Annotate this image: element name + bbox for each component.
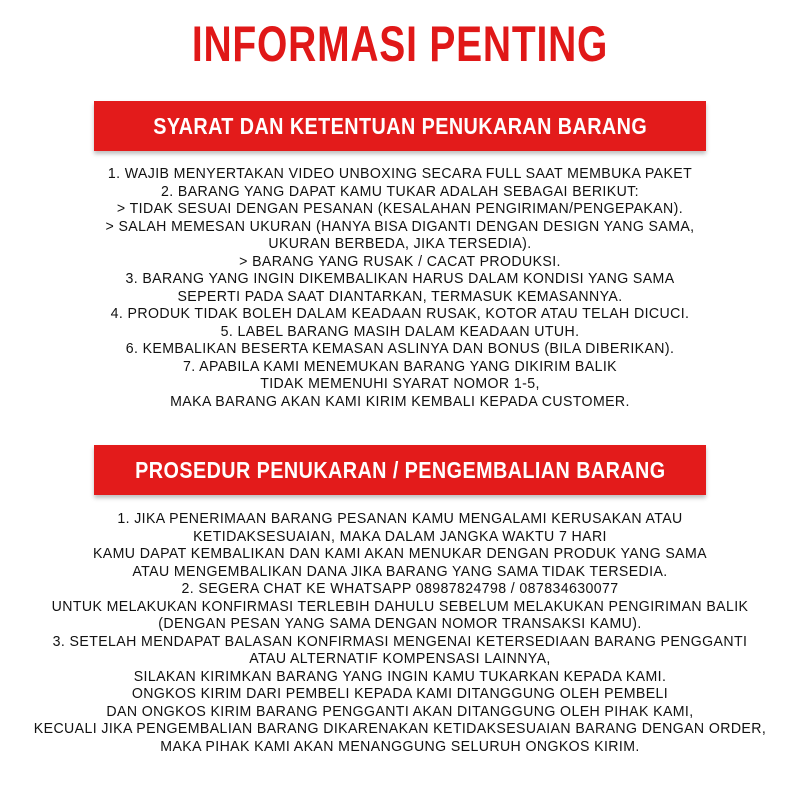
terms-line: > SALAH MEMESAN UKURAN (HANYA BISA DIGANTI DENGAN DESIGN YANG SAMA, [105, 218, 695, 235]
terms-line: > BARANG YANG RUSAK / CACAT PRODUKSI. [239, 253, 561, 270]
section-heading-procedure-label: PROSEDUR PENUKARAN / PENGEMBALIAN BARANG [134, 456, 666, 483]
procedure-line: KAMU DAPAT KEMBALIKAN DAN KAMI AKAN MENUKAR DENGAN PRODUK YANG SAMA [92, 546, 708, 562]
procedure-line: 2. SEGERA CHAT KE WHATSAPP 08987824798 / 087834630077 [181, 581, 619, 597]
procedure-line: KETIDAKSESUAIAN, MAKA DALAM JANGKA WAKTU 7 HARI [193, 528, 607, 545]
procedure-line: UNTUK MELAKUKAN KONFIRMASI TERLEBIH DAHULU SEBELUM MELAKUKAN PENGIRIMAN BALIK [51, 598, 749, 615]
procedure-line: ONGKOS KIRIM DARI PEMBELI KEPADA KAMI DITANGGUNG OLEH PEMBELI [131, 686, 669, 702]
terms-line: 2. BARANG YANG DAPAT KAMU TUKAR ADALAH SEBAGAI BERIKUT: [161, 183, 639, 200]
procedure-line: ATAU MENGEMBALIKAN DANA JIKA BARANG YANG SAMA TIDAK TERSEDIA. [132, 563, 668, 580]
terms-line: 1. WAJIB MENYERTAKAN VIDEO UNBOXING SECARA FULL SAAT MEMBUKA PAKET [107, 166, 693, 182]
terms-line: 5. LABEL BARANG MASIH DALAM KEADAAN UTUH. [220, 323, 580, 340]
terms-line: SEPERTI PADA SAAT DIANTARKAN, TERMASUK KEMASANNYA. [177, 288, 623, 305]
terms-line: 4. PRODUK TIDAK BOLEH DALAM KEADAAN RUSAK, KOTOR ATAU TELAH DICUCI. [110, 306, 690, 322]
procedure-text-block [0, 511, 800, 756]
section-heading-terms-label: SYARAT DAN KETENTUAN PENUKARAN BARANG [153, 112, 647, 139]
terms-line: 3. BARANG YANG INGIN DIKEMBALIKAN HARUS DALAM KONDISI YANG SAMA [125, 271, 675, 287]
page-title: INFORMASI PENTING [191, 16, 609, 72]
terms-line: TIDAK MEMENUHI SYARAT NOMOR 1-5, [260, 376, 540, 392]
terms-line: 7. APABILA KAMI MENEMUKAN BARANG YANG DIKIRIM BALIK [183, 358, 617, 375]
terms-line: MAKA BARANG AKAN KAMI KIRIM KEMBALI KEPADA CUSTOMER. [170, 393, 630, 410]
procedure-line: (DENGAN PESAN YANG SAMA DENGAN NOMOR TRANSAKSI KAMU). [158, 616, 642, 632]
procedure-line: MAKA PIHAK KAMI AKAN MENANGGUNG SELURUH ONGKOS KIRIM. [160, 738, 640, 755]
procedure-line: 1. JIKA PENERIMAAN BARANG PESANAN KAMU MENGALAMI KERUSAKAN ATAU [117, 511, 683, 527]
procedure-line: DAN ONGKOS KIRIM BARANG PENGGANTI AKAN DITANGGUNG OLEH PIHAK KAMI, [106, 703, 694, 720]
terms-line: > TIDAK SESUAI DENGAN PESANAN (KESALAHAN PENGIRIMAN/PENGEPAKAN). [116, 201, 684, 217]
terms-line: 6. KEMBALIKAN BESERTA KEMASAN ASLINYA DAN BONUS (BILA DIBERIKAN). [125, 341, 675, 357]
procedure-line: 3. SETELAH MENDAPAT BALASAN KONFIRMASI MENGENAI KETERSEDIAAN BARANG PENGGANTI [52, 633, 748, 650]
procedure-line: KECUALI JIKA PENGEMBALIAN BARANG DIKARENAKAN KETIDAKSESUAIAN BARANG DENGAN ORDER, [33, 721, 767, 737]
procedure-line: SILAKAN KIRIMKAN BARANG YANG INGIN KAMU TUKARKAN KEPADA KAMI. [133, 668, 667, 685]
terms-text-block [0, 166, 800, 411]
section-heading-procedure [94, 445, 706, 495]
procedure-line: ATAU ALTERNATIF KOMPENSASI LAINNYA, [249, 651, 551, 667]
section-heading-terms [94, 101, 706, 151]
terms-line: UKURAN BERBEDA, JIKA TERSEDIA). [268, 236, 532, 252]
